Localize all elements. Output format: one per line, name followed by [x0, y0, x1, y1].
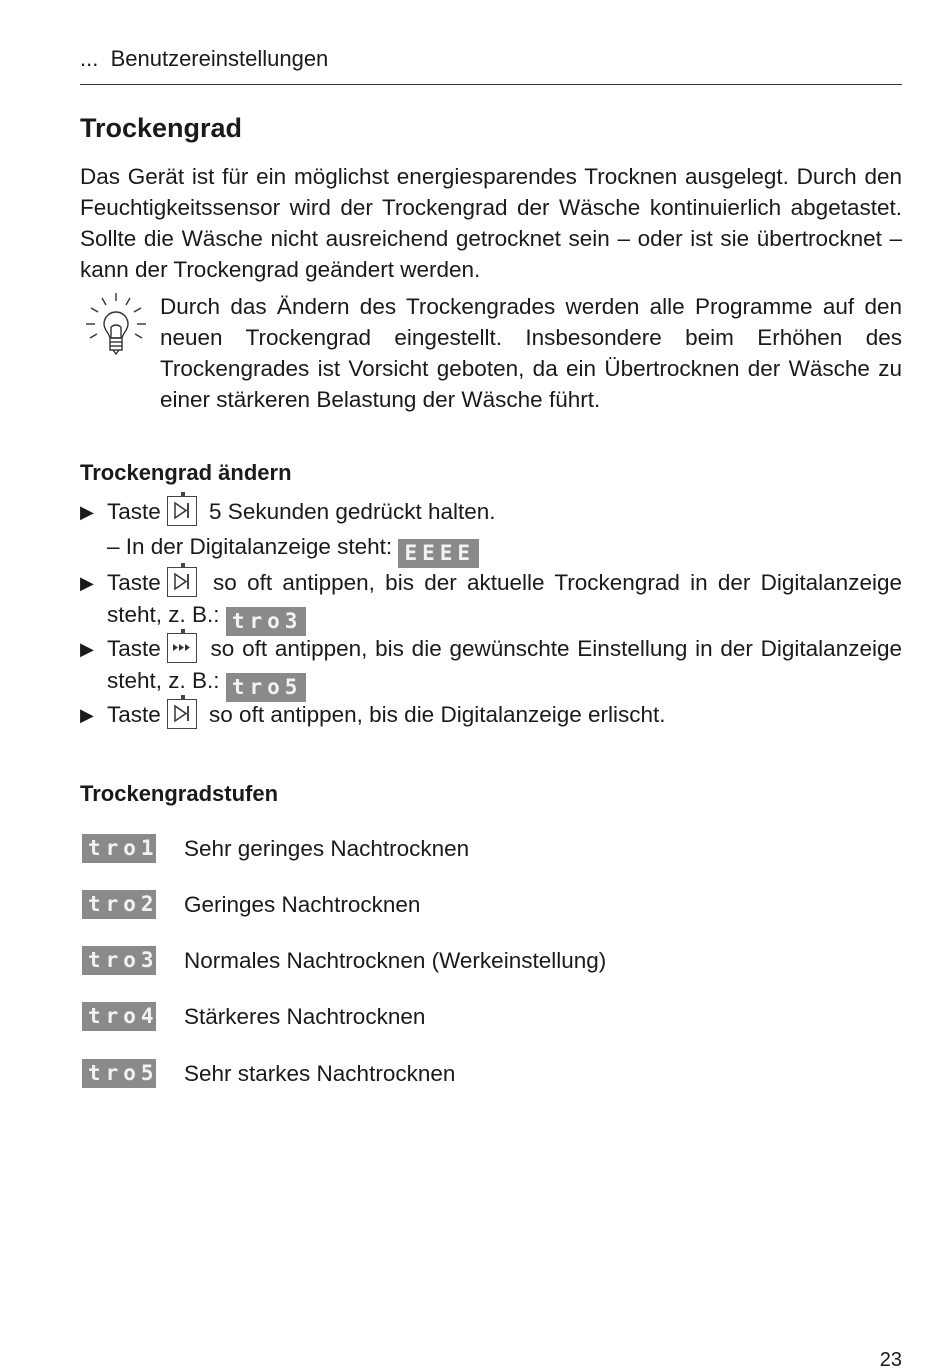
lightbulb-icon — [80, 290, 152, 366]
level-row — [82, 830, 782, 870]
step-text: so oft antippen, bis der aktuelle Trockengrad in der Digitalanzeige steht, z. B.: — [107, 570, 902, 627]
digital-display: tro4 — [82, 1002, 156, 1031]
header-section: Benutzereinstellungen — [110, 46, 329, 71]
step-subtext: – In der Digitalanzeige steht: — [107, 534, 393, 559]
digital-display: tro5 — [226, 673, 307, 702]
level-label: Sehr geringes Nachtrocknen — [184, 836, 470, 861]
step-text: Taste — [107, 499, 161, 524]
triangle-right-icon: ▶ — [80, 502, 94, 522]
section-heading-change: Trockengrad ändern — [80, 460, 292, 485]
page-number: 23 — [879, 1349, 902, 1371]
running-header — [80, 46, 902, 85]
step-text: so oft antippen, bis die Digitalanzeige erlischt. — [209, 702, 666, 727]
level-label: Stärkeres Nachtrocknen — [184, 1004, 426, 1029]
level-row — [82, 942, 782, 982]
digital-display: EEEE — [398, 539, 479, 568]
level-row — [82, 886, 782, 926]
triangle-right-icon: ▶ — [80, 705, 94, 725]
digital-display: tro1 — [82, 834, 156, 863]
start-stop-key-icon — [167, 567, 197, 597]
digital-display: tro2 — [82, 890, 156, 919]
step-text: Taste — [107, 702, 161, 727]
step-text: Taste — [107, 636, 161, 661]
step-text: 5 Sekunden gedrückt halten. — [209, 499, 496, 524]
step-text: Taste — [107, 570, 161, 595]
level-row — [82, 1055, 782, 1095]
digital-display: tro3 — [82, 946, 156, 975]
step-text: so oft antippen, bis die gewünschte Einstellung in der Digitalanzeige steht, z. B.: — [107, 636, 902, 693]
level-row — [82, 998, 782, 1038]
tip-paragraph: Durch das Ändern des Trockengrades werden alle Programme auf den neuen Trockengrad eingestellt. Insbesondere beim Erhöhen des Trockengrades ist Vorsicht geboten, da ein Übertrocknen der Wäsche zu einer stärkeren Belastung der Wäsche führt. — [160, 294, 902, 412]
start-stop-key-icon — [167, 699, 197, 729]
intro-paragraph: Das Gerät ist für ein möglichst energiesparendes Trocknen ausgelegt. Durch den Feuchtigkeitssensor wird der Trockengrad der Wäsche kontinuierlich abgetastet. Sollte die Wäsche nicht ausreichend getrocknet sein – oder ist sie übertrocknet – kann der Trockengrad geändert werden. — [80, 164, 902, 282]
page-title: Trockengrad — [80, 113, 243, 143]
start-stop-key-icon — [167, 496, 197, 526]
select-key-icon — [167, 633, 197, 663]
level-label: Sehr starkes Nachtrocknen — [184, 1061, 456, 1086]
level-label: Geringes Nachtrocknen — [184, 892, 421, 917]
digital-display: tro5 — [82, 1059, 156, 1088]
digital-display: tro3 — [226, 607, 307, 636]
level-label: Normales Nachtrocknen (Werkeinstellung) — [184, 948, 607, 973]
triangle-right-icon: ▶ — [80, 573, 94, 593]
header-ellipsis: ... — [80, 46, 99, 71]
section-heading-levels: Trockengradstufen — [80, 781, 279, 806]
triangle-right-icon: ▶ — [80, 639, 94, 659]
